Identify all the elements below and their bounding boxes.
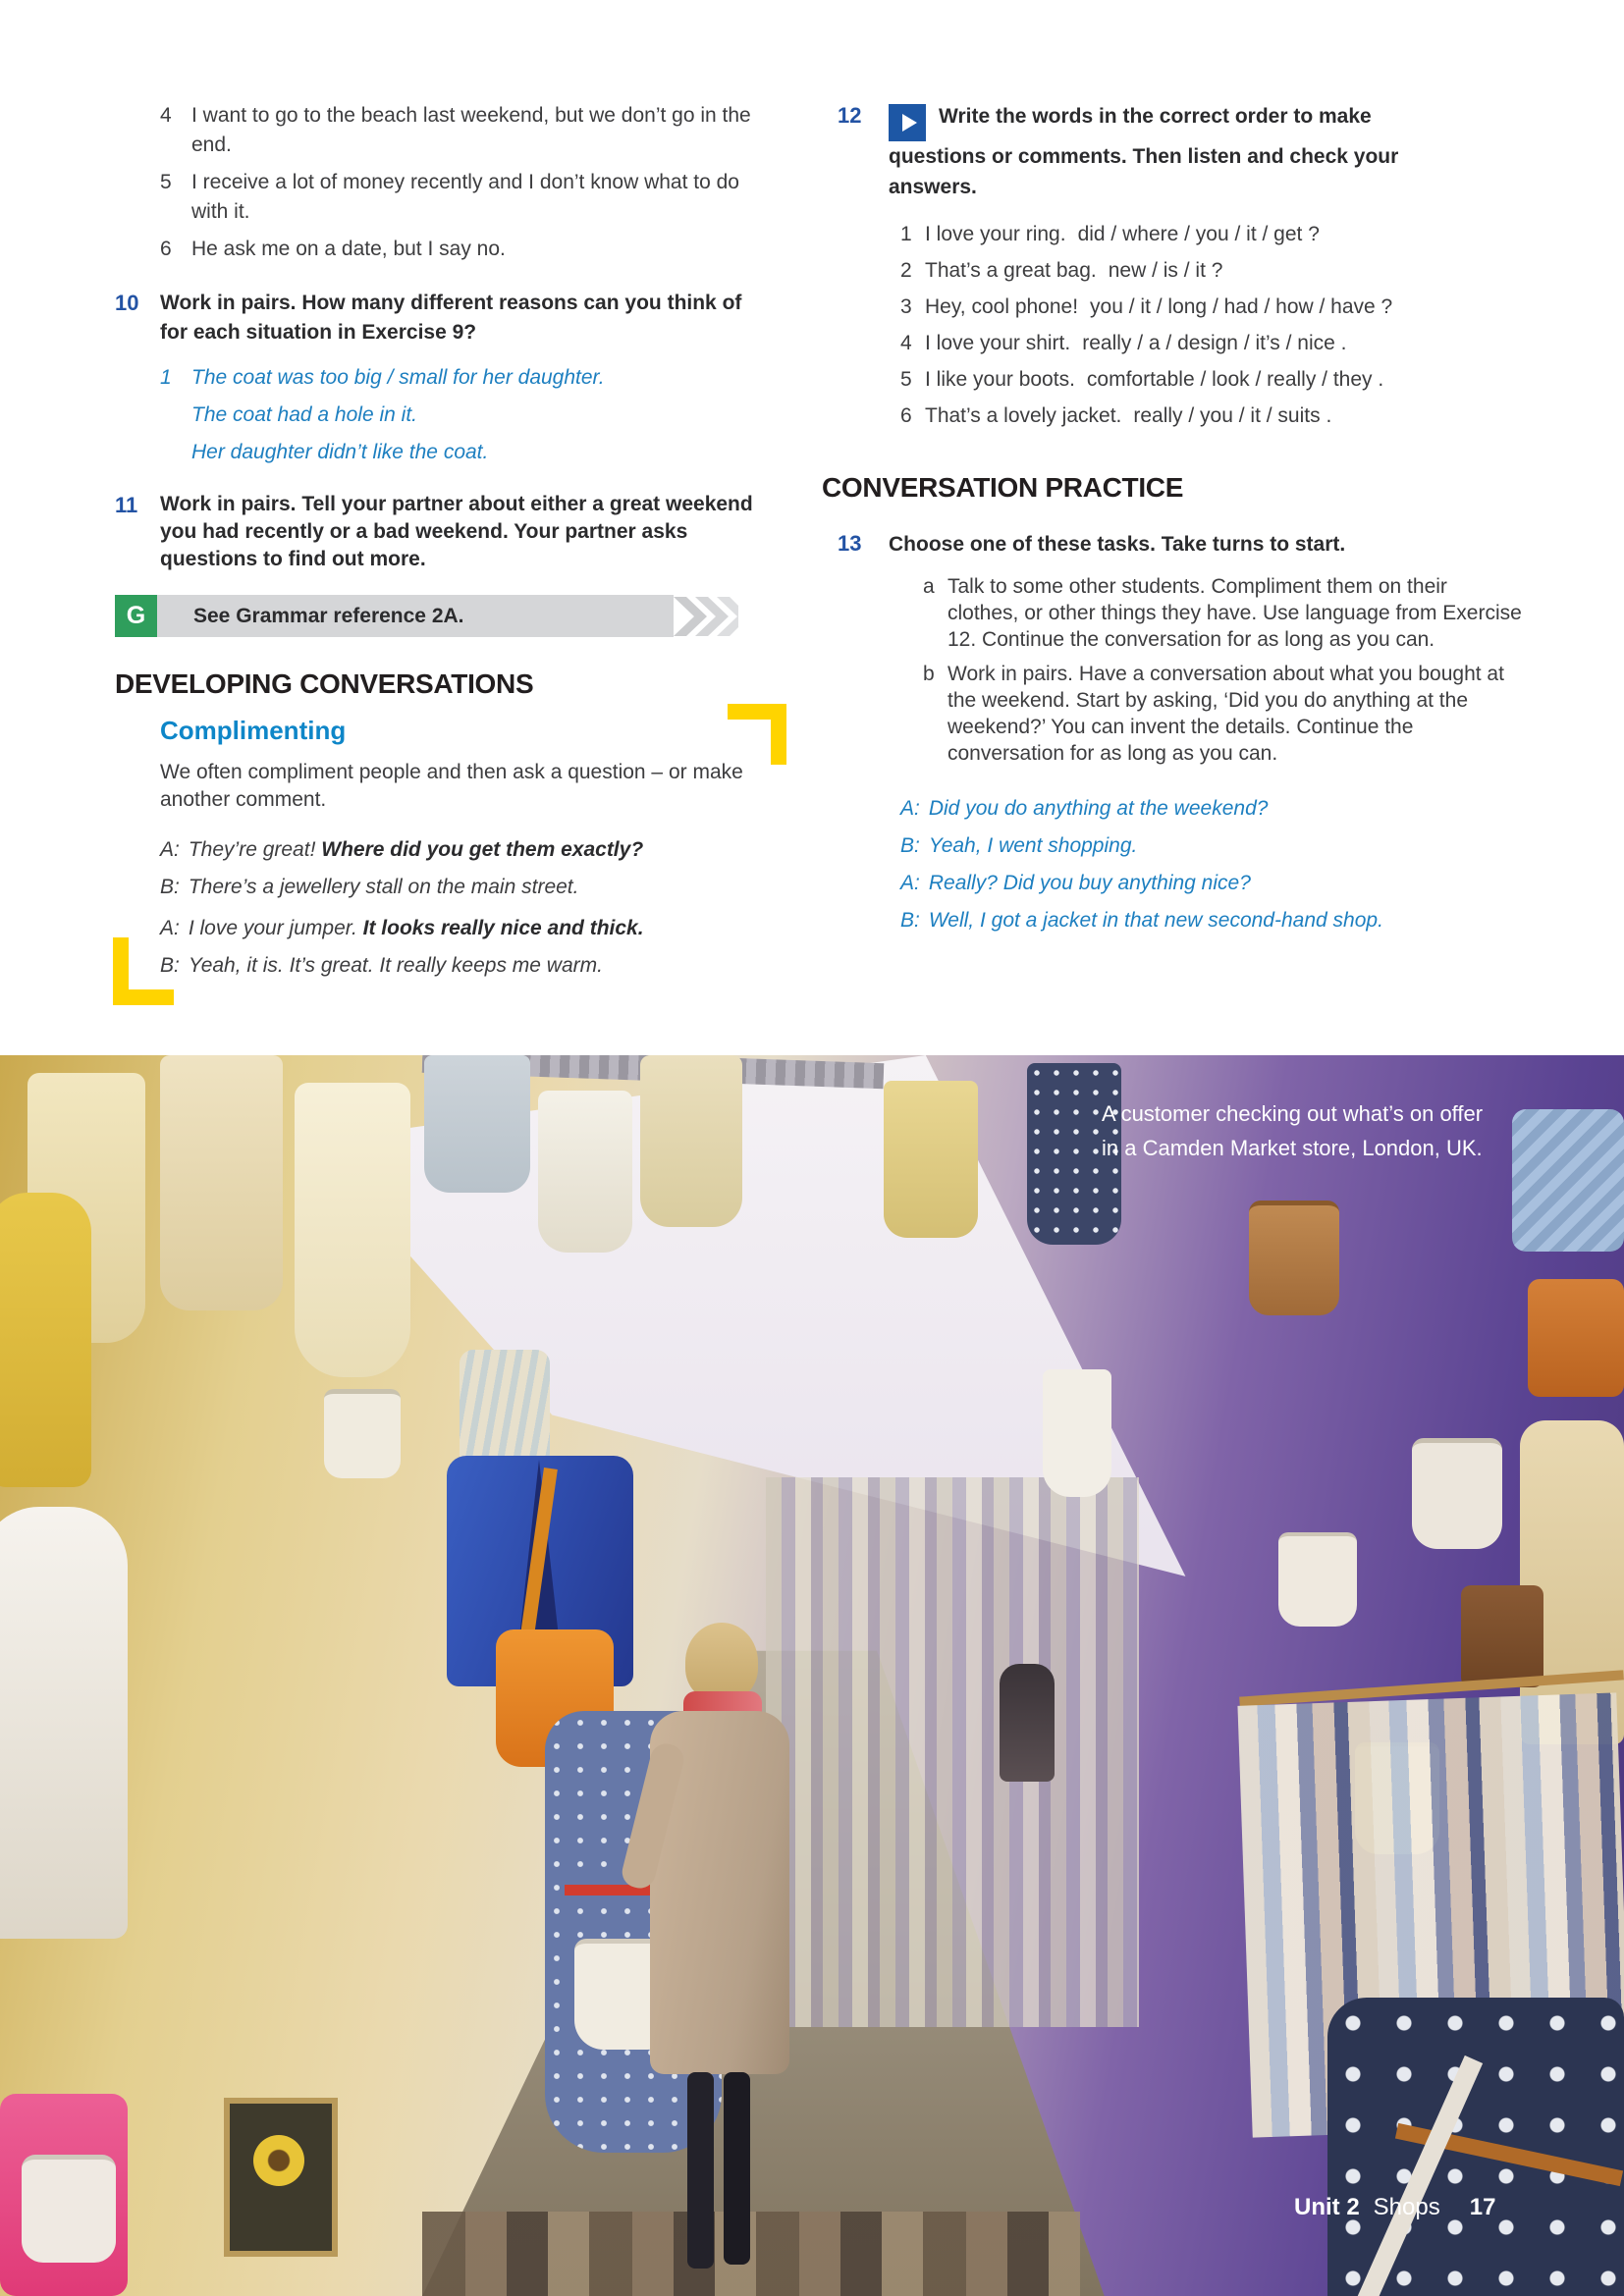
dialogue-bold-text: Where did you get them exactly? (321, 838, 644, 861)
item-scramble: you / it / long / had / how / have ? (1090, 295, 1393, 318)
item-text: I receive a lot of money recently and I don’t know what to do with it. (191, 171, 739, 223)
item-lead: That’s a lovely jacket. (925, 404, 1122, 427)
example-number (160, 438, 191, 467)
photo-customer-leg (687, 2072, 714, 2269)
yellow-corner-bracket-top-right (728, 704, 786, 765)
item-number: 6 (900, 404, 912, 427)
dialogue-bold-text: It looks really nice and thick. (362, 917, 644, 939)
item-number: 6 (160, 238, 172, 260)
item-lead: I like your boots. (925, 368, 1075, 391)
speaker-label: A: (900, 872, 920, 894)
photo-hanging-bag (460, 1350, 550, 1468)
item-lead: I love your shirt. (925, 332, 1071, 354)
speaker-label: B: (900, 834, 920, 857)
dialogue-text: There’s a jewellery stall on the main street. (188, 876, 579, 898)
item-number: 4 (160, 104, 172, 127)
play-triangle-icon (902, 114, 917, 132)
photo-wall-bag-small-white (1278, 1532, 1357, 1627)
item-number: 5 (900, 368, 912, 391)
photo-aisle-clutter (766, 1477, 1139, 2027)
task-item (923, 573, 1525, 653)
exercise13-tasks (923, 573, 1525, 767)
item-scramble: really / you / it / suits . (1133, 404, 1332, 427)
list-item (160, 235, 792, 264)
grammar-bar (157, 595, 674, 637)
exercise-instruction: Choose one of these tasks. Take turns to start. (889, 533, 1346, 556)
list-item (900, 329, 1525, 358)
exercise-instruction: Work in pairs. How many different reasons can you think of for each situation in Exercise 9? (160, 292, 742, 344)
item-number: 3 (900, 295, 912, 318)
task-text: Work in pairs. Have a conversation about what you bought at the weekend. Start by asking, ‘Did you do anything at the weekend?’ You can invent the details. Continue the conversation for as long as you can. (947, 663, 1504, 765)
example-text: The coat had a hole in it. (191, 403, 417, 426)
exercise-number: 12 (838, 103, 862, 128)
example-line (160, 363, 792, 393)
list-item (900, 365, 1525, 395)
item-number: 1 (900, 223, 912, 245)
exercise-13 (838, 529, 1525, 560)
speaker-label: B: (900, 909, 920, 932)
photo-customer-leg (724, 2072, 750, 2265)
section-heading-conversation-practice: CONVERSATION PRACTICE (822, 472, 1184, 503)
exercise-12 (838, 101, 1525, 202)
photo-wall-bag-white (1412, 1438, 1502, 1549)
list-item (900, 220, 1525, 249)
photo-hanging-garment (295, 1083, 410, 1377)
photo-wall-bag-brown (1461, 1585, 1543, 1687)
speaker-label: B: (160, 954, 180, 977)
example-number (160, 400, 191, 430)
yellow-corner-bracket-bottom-left (113, 937, 174, 1005)
dialogue-text: Really? Did you buy anything nice? (928, 872, 1251, 894)
footer-unit-label: Unit 2 (1294, 2194, 1360, 2220)
example-dialogue (900, 794, 1525, 935)
example-line (160, 400, 792, 430)
item-number: 5 (160, 171, 172, 193)
item-text: He ask me on a date, but I say no. (191, 238, 506, 260)
exercise-instruction (889, 101, 1450, 202)
photo-shoes-clutter (422, 2212, 1080, 2296)
list-item (160, 168, 792, 227)
footer-page-number: 17 (1469, 2194, 1496, 2220)
task-letter: a (923, 575, 935, 598)
exercise10-examples (160, 363, 792, 467)
speaker-label: A: (160, 917, 180, 939)
photo-yellow-dress (0, 1193, 91, 1487)
item-lead: That’s a great bag. (925, 259, 1097, 282)
list-item (900, 256, 1525, 286)
example-number: 1 (160, 366, 172, 389)
exercise-number: 13 (838, 531, 862, 556)
example-text: The coat was too big / small for her daughter. (191, 366, 605, 389)
exercise12-items (900, 220, 1525, 431)
dialogue-line (900, 794, 1525, 824)
complimenting-dialogue (160, 835, 792, 981)
dialogue-text: Did you do anything at the weekend? (928, 797, 1269, 820)
example-line (160, 438, 792, 467)
list-item (160, 101, 792, 160)
photo-wall-bag-quilted-blue (1512, 1109, 1624, 1252)
dialogue-text: Yeah, it is. It’s great. It really keeps me warm. (188, 954, 603, 977)
example-text: Her daughter didn’t like the coat. (191, 441, 489, 463)
photo-white-blouse-mannequin (0, 1507, 128, 1939)
exercise-number: 10 (115, 291, 139, 315)
footer-unit-title: Shops (1373, 2194, 1440, 2220)
grammar-icon: G (115, 595, 157, 637)
item-scramble: did / where / you / it / get ? (1077, 223, 1320, 245)
photo-hanging-garment (538, 1091, 632, 1253)
item-scramble: comfortable / look / really / they . (1086, 368, 1384, 391)
dialogue-line (160, 951, 792, 981)
photo-hanging-garment (884, 1081, 978, 1238)
item-lead: I love your ring. (925, 223, 1066, 245)
page-footer (1294, 2194, 1495, 2221)
photo-hanging-garment (424, 1055, 530, 1193)
photo-second-shopper (1000, 1664, 1055, 1782)
photo-sunflower (253, 2135, 304, 2186)
store-photo (0, 1055, 1624, 2296)
exercise9-items (115, 101, 792, 264)
grammar-text: See Grammar reference 2A. (193, 604, 464, 627)
subsection-intro: We often compliment people and then ask a question – or make another comment. (160, 761, 743, 811)
item-text: I want to go to the beach last weekend, but we don’t go in the end. (191, 104, 751, 156)
dialogue-line (160, 914, 792, 943)
section-heading-developing-conversations: DEVELOPING CONVERSATIONS (115, 668, 534, 699)
photo-wall-bag-tan (1249, 1201, 1339, 1315)
grammar-reference-bar (115, 595, 792, 637)
dialogue-line (900, 906, 1525, 935)
dialogue-line (160, 873, 792, 902)
exercise-number: 11 (115, 493, 138, 517)
dialogue-text: I love your jumper. (188, 917, 363, 939)
task-item (923, 661, 1525, 767)
right-column (822, 101, 1525, 943)
item-scramble: new / is / it ? (1108, 259, 1223, 282)
item-number: 2 (900, 259, 912, 282)
photo-white-bag-bottom-left (22, 2155, 116, 2263)
play-icon (889, 104, 926, 141)
dialogue-text: They’re great! (188, 838, 322, 861)
item-lead: Hey, cool phone! (925, 295, 1079, 318)
task-text: Talk to some other students. Compliment them on their clothes, or other things they have. Use language from Exercise 12. Continue the conversation for as long as you can. (947, 575, 1522, 651)
exercise-instruction: Work in pairs. Tell your partner about either a great weekend you had recently or a bad weekend. Your partner asks questions to find out more. (160, 493, 753, 570)
dialogue-text: Yeah, I went shopping. (928, 834, 1138, 857)
exercise-10 (115, 289, 792, 347)
list-item (900, 401, 1525, 431)
item-scramble: really / a / design / it’s / nice . (1082, 332, 1347, 354)
item-number: 4 (900, 332, 912, 354)
speaker-label: B: (160, 876, 180, 898)
exercise-11 (115, 491, 792, 573)
dialogue-line (900, 869, 1525, 898)
left-column (115, 101, 792, 988)
photo-hanging-garment (640, 1055, 742, 1227)
photo-caption: A customer checking out what’s on offer in a Camden Market store, London, UK. (1102, 1101, 1484, 1160)
subsection-title: Complimenting (160, 716, 347, 745)
photo-hanging-bag (324, 1389, 401, 1478)
chevrons-icon (674, 596, 738, 638)
speaker-label: A: (160, 838, 180, 861)
task-letter: b (923, 663, 935, 685)
photo-wall-bag-orange (1528, 1279, 1624, 1397)
exercise-instruction-text: Write the words in the correct order to make questions or comments. Then listen and check your answers. (889, 105, 1399, 198)
photo-white-dress-distant (1043, 1369, 1111, 1497)
list-item (900, 293, 1525, 322)
dialogue-line (160, 835, 792, 865)
dialogue-line (900, 831, 1525, 861)
photo-hanging-garment (160, 1055, 283, 1310)
photo-customer-hair (685, 1623, 758, 1701)
dialogue-text: Well, I got a jacket in that new second-hand shop. (928, 909, 1383, 932)
speaker-label: A: (900, 797, 920, 820)
